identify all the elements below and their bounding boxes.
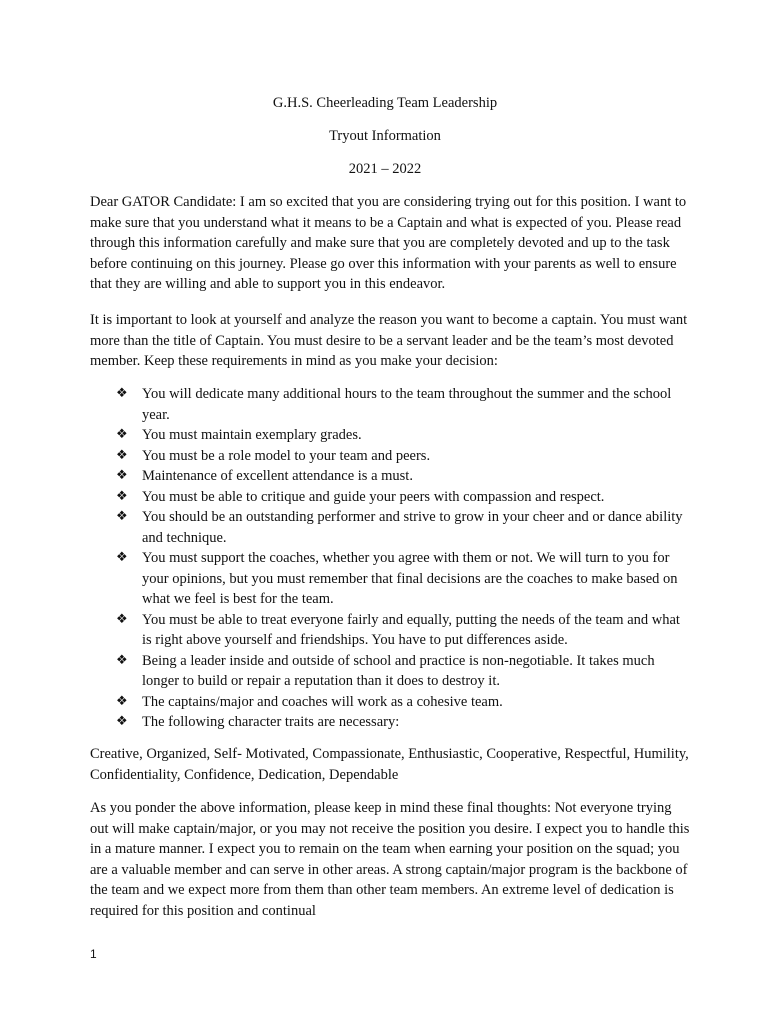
- document-title: G.H.S. Cheerleading Team Leadership: [272, 95, 498, 111]
- requirements-list: [116, 384, 686, 733]
- document-subtitle: Tryout Information: [329, 128, 441, 144]
- diamond-bullet-icon: ❖: [116, 714, 128, 729]
- reflection-paragraph: It is important to look at yourself and analyze the reason you want to become a captain. You must want more than the title of Captain. You must desire to be a servant leader and be the team’s most devoted member. Keep these requirements in mind as you make your decision:: [90, 312, 688, 369]
- list-item: [116, 466, 686, 487]
- list-item-text: You must be able to critique and guide your peers with compassion and respect.: [142, 488, 605, 505]
- final-thoughts-paragraph: As you ponder the above information, please keep in mind these final thoughts: Not everyone trying out will make captain/major, or you may not receive the position you desire. I expect you to handle this in a mature manner. I expect you to remain on the team when earning your position on the squad; you are a valuable member and can serve in other areas. A strong captain/major program is the backbone of the team and we expect more from them than other team members. An extreme level of dedication is required for this position and continual: [90, 800, 690, 919]
- list-item-text: You must be a role model to your team and peers.: [142, 447, 431, 464]
- diamond-bullet-icon: ❖: [116, 488, 128, 504]
- list-item: [116, 651, 686, 692]
- intro-paragraph: Dear GATOR Candidate: I am so excited that you are considering trying out for this position. I want to make sure that you understand what it means to be a Captain and what is expected of you. Please read through this information carefully and make sure that you are completely devoted and up to the task before continuing on this journey. Please go over this information with your parents as well to ensure that they are willing and able to support you in this endeavor.: [90, 194, 687, 292]
- list-item: [116, 446, 686, 467]
- list-item: [116, 384, 686, 425]
- diamond-bullet-icon: ❖: [116, 427, 128, 442]
- diamond-bullet-icon: ❖: [116, 652, 128, 668]
- list-item: [116, 692, 686, 713]
- list-item-text: Maintenance of excellent attendance is a must.: [142, 468, 413, 484]
- list-item: [116, 425, 686, 446]
- list-item-text: You will dedicate many additional hours to the team throughout the summer and the school year.: [142, 386, 672, 423]
- diamond-bullet-icon: ❖: [116, 550, 128, 565]
- list-item-text: You should be an outstanding performer and strive to grow in your cheer and or dance ability and technique.: [142, 509, 683, 546]
- list-item: [116, 507, 686, 548]
- list-item-text: The captains/major and coaches will work as a cohesive team.: [142, 693, 503, 710]
- list-item: [116, 712, 686, 733]
- diamond-bullet-icon: ❖: [116, 468, 128, 483]
- list-item-text: Being a leader inside and outside of school and practice is non-negotiable. It takes much longer to build or repair a reputation than it does to destroy it.: [142, 652, 655, 689]
- diamond-bullet-icon: ❖: [116, 447, 128, 463]
- list-item: [116, 548, 686, 610]
- list-item-text: You must maintain exemplary grades.: [142, 427, 362, 443]
- character-traits: Creative, Organized, Self- Motivated, Compassionate, Enthusiastic, Cooperative, Respectful, Humility, Confidentiality, Confidence, Dedication, Dependable: [90, 746, 689, 783]
- list-item-text: You must be able to treat everyone fairly and equally, putting the needs of the team and what is right above yourself and friendships. You have to put differences aside.: [142, 611, 680, 648]
- document-year: 2021 – 2022: [348, 161, 422, 177]
- diamond-bullet-icon: ❖: [116, 693, 128, 709]
- list-item-text: You must support the coaches, whether you agree with them or not. We will turn to you for your opinions, but you must remember that final decisions are the coaches to make based on what we feel is best for the team.: [142, 550, 678, 607]
- diamond-bullet-icon: ❖: [116, 386, 128, 401]
- list-item-text: The following character traits are necessary:: [142, 714, 400, 730]
- list-item: [116, 610, 686, 651]
- diamond-bullet-icon: ❖: [116, 611, 128, 627]
- page-number: 1: [90, 947, 97, 961]
- diamond-bullet-icon: ❖: [116, 509, 128, 524]
- list-item: [116, 487, 686, 508]
